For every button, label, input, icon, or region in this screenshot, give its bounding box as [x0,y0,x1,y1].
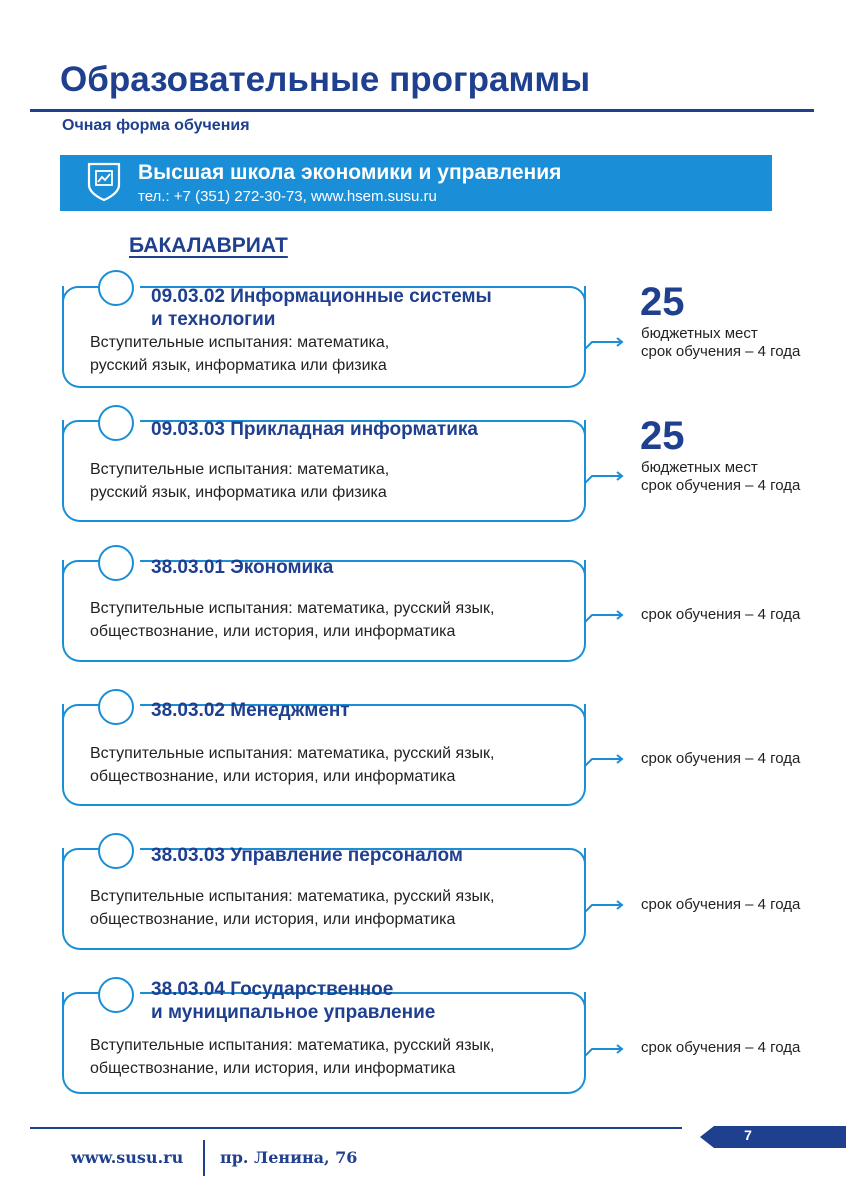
footer-address: пр. Ленина, 76 [220,1148,358,1167]
program-title: 38.03.04 Государственное и муниципальное управление [151,979,436,1023]
program-exams: Вступительные испытания: математика, русский язык, обществознание, или история, или информатика [90,888,495,928]
program-circle-marker [98,270,134,306]
arrow-icon [584,606,624,624]
arrow-icon [584,1040,624,1058]
program-circle-marker [98,545,134,581]
program-exams: Вступительные испытания: математика, русский язык, обществознание, или история, или информатика [90,1037,495,1077]
program-circle-marker [98,977,134,1013]
school-banner [60,155,772,211]
program-duration: срок обучения – 4 года [641,750,801,767]
page-number: 7 [744,1127,752,1143]
school-name: Высшая школа экономики и управления [138,161,562,184]
program-circle-marker [98,833,134,869]
program-title: 38.03.03 Управление персоналом [151,845,463,866]
school-contacts: тел.: +7 (351) 272-30-73, www.hsem.susu.ru [138,188,437,205]
title-divider [30,109,814,112]
chart-shield-icon [86,161,122,208]
budget-seats-count: 25 [640,414,685,458]
program-info: бюджетных мест срок обучения – 4 года [641,325,801,360]
program-info: бюджетных мест срок обучения – 4 года [641,459,801,494]
program-exams: Вступительные испытания: математика, русский язык, информатика или физика [90,334,390,374]
program-title: 09.03.03 Прикладная информатика [151,419,478,440]
footer-separator [203,1140,205,1176]
arrow-icon [584,896,624,914]
program-exams: Вступительные испытания: математика, русский язык, информатика или физика [90,461,390,501]
arrow-icon [584,467,624,485]
program-title: 38.03.01 Экономика [151,557,334,578]
program-title: 38.03.02 Менеджмент [151,700,350,721]
arrow-icon [584,333,624,351]
program-circle-marker [98,689,134,725]
budget-seats-count: 25 [640,280,685,324]
program-duration: срок обучения – 4 года [641,896,801,913]
program-duration: срок обучения – 4 года [641,1039,801,1056]
footer-website[interactable]: www.susu.ru [71,1148,184,1167]
page-title: Образовательные программы [60,60,591,99]
program-title: 09.03.02 Информационные системы и технологии [151,286,492,330]
program-duration: срок обучения – 4 года [641,606,801,623]
program-exams: Вступительные испытания: математика, русский язык, обществознание, или история, или информатика [90,745,495,785]
arrow-icon [584,750,624,768]
level-heading: БАКАЛАВРИАТ [129,234,288,257]
page-subtitle: Очная форма обучения [62,117,250,134]
program-exams: Вступительные испытания: математика, русский язык, обществознание, или история, или информатика [90,600,495,640]
footer-divider [30,1127,682,1129]
page-number-tab [700,1126,846,1148]
program-circle-marker [98,405,134,441]
